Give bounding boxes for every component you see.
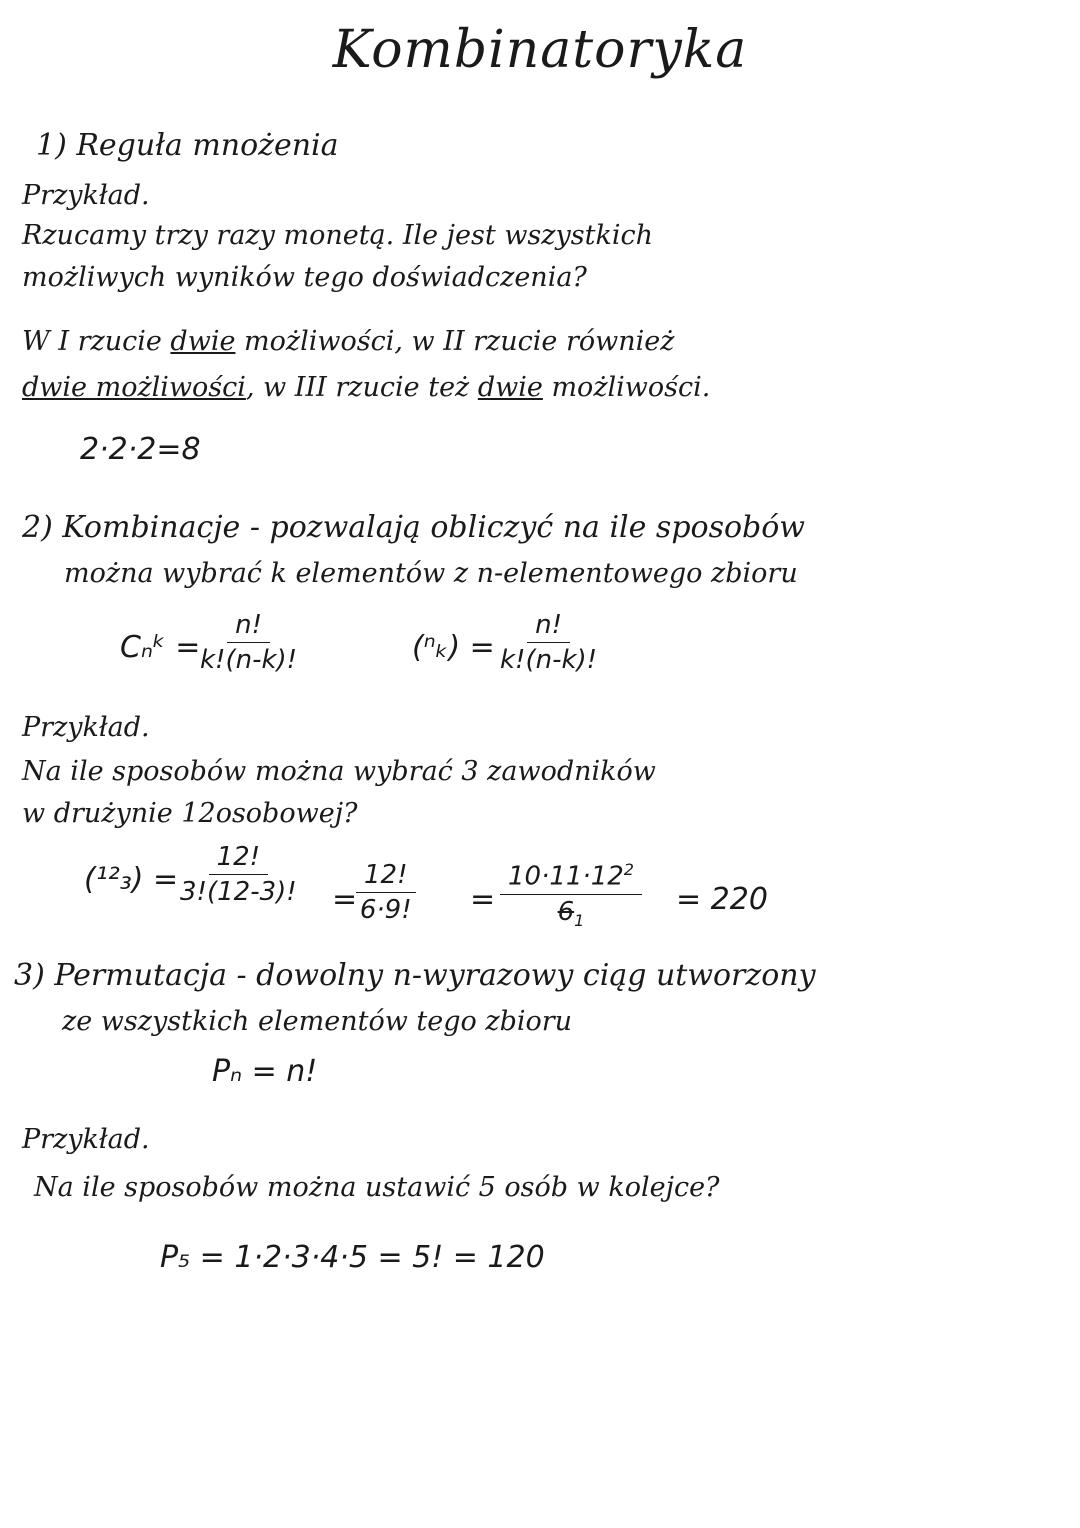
section-2-example-line-1: Na ile sposobów można wybrać 3 zawodników xyxy=(22,756,656,787)
section-1-heading: 1) Reguła mnożenia xyxy=(36,128,339,163)
equals-sign: = xyxy=(470,882,496,917)
section-3-example-line-1: Na ile sposobów można ustawić 5 osób w kolejce? xyxy=(34,1172,720,1203)
section-3-heading: 3) Permutacja - dowolny n-wyrazowy ciąg utworzony xyxy=(14,958,816,993)
section-1-calculation: 2·2·2=8 xyxy=(80,432,201,467)
section-1-text-line-3: W I rzucie dwie możliwości, w II rzucie również xyxy=(22,326,675,357)
example-calc-lhs: (¹²₃) = xyxy=(84,862,179,897)
underlined-word: dwie xyxy=(170,326,236,357)
binomial-formula-fraction: $\frac{n!}{k!(n-k)!}$ xyxy=(500,610,598,675)
section-1-text-line-2: możliwych wyników tego doświadczenia? xyxy=(22,262,587,293)
underlined-word: dwie xyxy=(477,372,543,403)
page-title: Kombinatoryka xyxy=(332,20,748,80)
section-2-example-line-2: w drużynie 12osobowej? xyxy=(22,798,358,829)
permutation-formula: Pₙ = n! xyxy=(212,1054,318,1089)
section-2-example-label: Przykład. xyxy=(22,712,150,743)
binomial-formula-lhs: (ⁿₖ) = xyxy=(412,630,495,665)
example-calc-result: = 220 xyxy=(676,882,768,917)
section-1-example-label: Przykład. xyxy=(22,180,150,211)
section-1-text-line-4: dwie możliwości, w III rzucie też dwie możliwości. xyxy=(22,372,711,403)
section-2-heading: 2) Kombinacje - pozwalają obliczyć na ile sposobów xyxy=(22,510,805,545)
combination-formula-lhs: Cₙᵏ = xyxy=(120,630,201,665)
section-3-example-label: Przykład. xyxy=(22,1124,150,1155)
example-calc-fraction-3: $\frac{10\cdot 11\cdot 12^2}{6_1}$ xyxy=(500,860,642,930)
equals-sign: = xyxy=(332,882,358,917)
underlined-phrase: dwie możliwości xyxy=(22,372,246,403)
section-1-text-line-1: Rzucamy trzy razy monetą. Ile jest wszystkich xyxy=(22,220,653,251)
example-calc-fraction-2: $\frac{12!}{6\cdot 9!}$ xyxy=(356,860,416,925)
section-3-text-line-2: ze wszystkich elementów tego zbioru xyxy=(62,1006,573,1037)
section-2-text-line-2: można wybrać k elementów z n-elementowego zbioru xyxy=(64,558,798,589)
section-3-calculation: P₅ = 1·2·3·4·5 = 5! = 120 xyxy=(160,1240,545,1275)
example-calc-fraction-1: $\frac{12!}{3!(12-3)!}$ xyxy=(180,842,297,907)
combination-formula-fraction: $\frac{n!}{k!(n-k)!}$ xyxy=(200,610,298,675)
